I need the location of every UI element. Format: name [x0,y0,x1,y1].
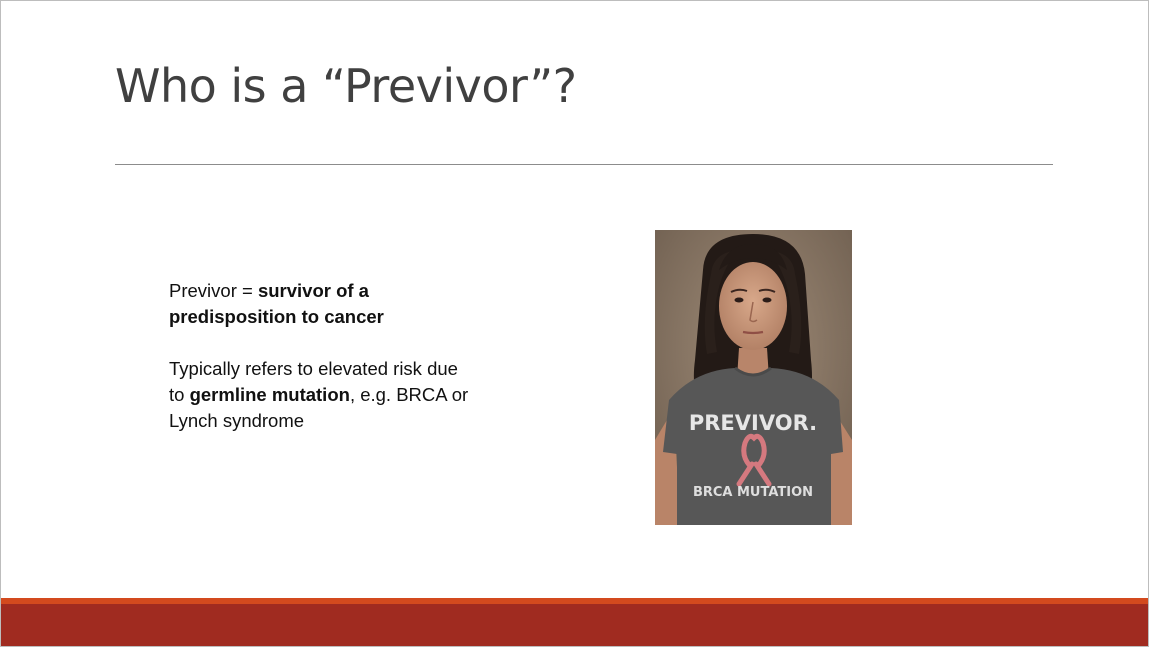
definition-paragraph [169,278,499,330]
explanation-line1: Typically refers to elevated risk due [169,358,458,379]
explanation-bold-term: germline mutation [189,384,350,405]
title-divider [115,164,1053,165]
footer-band [1,604,1148,647]
definition-bold-line2: predisposition to cancer [169,306,384,327]
explanation-line2-prefix: to [169,384,190,405]
shirt-text-top: PREVIVOR. [688,411,818,435]
explanation-line3: Lynch syndrome [169,410,305,431]
mouth [743,332,763,333]
explanation-paragraph [169,356,499,434]
definition-bold-line1: survivor of a [257,280,369,301]
slide-title: Who is a “Previvor”? [115,59,577,113]
definition-prefix: Previvor = [169,280,258,301]
slide-body-text [169,278,499,434]
shirt [663,368,843,525]
previvor-photo [655,230,852,525]
explanation-line2-suffix: , e.g. BRCA or [349,384,469,405]
shirt-text-bottom: BRCA MUTATION [692,485,814,500]
eye-left [735,298,744,303]
eye-right [763,298,772,303]
